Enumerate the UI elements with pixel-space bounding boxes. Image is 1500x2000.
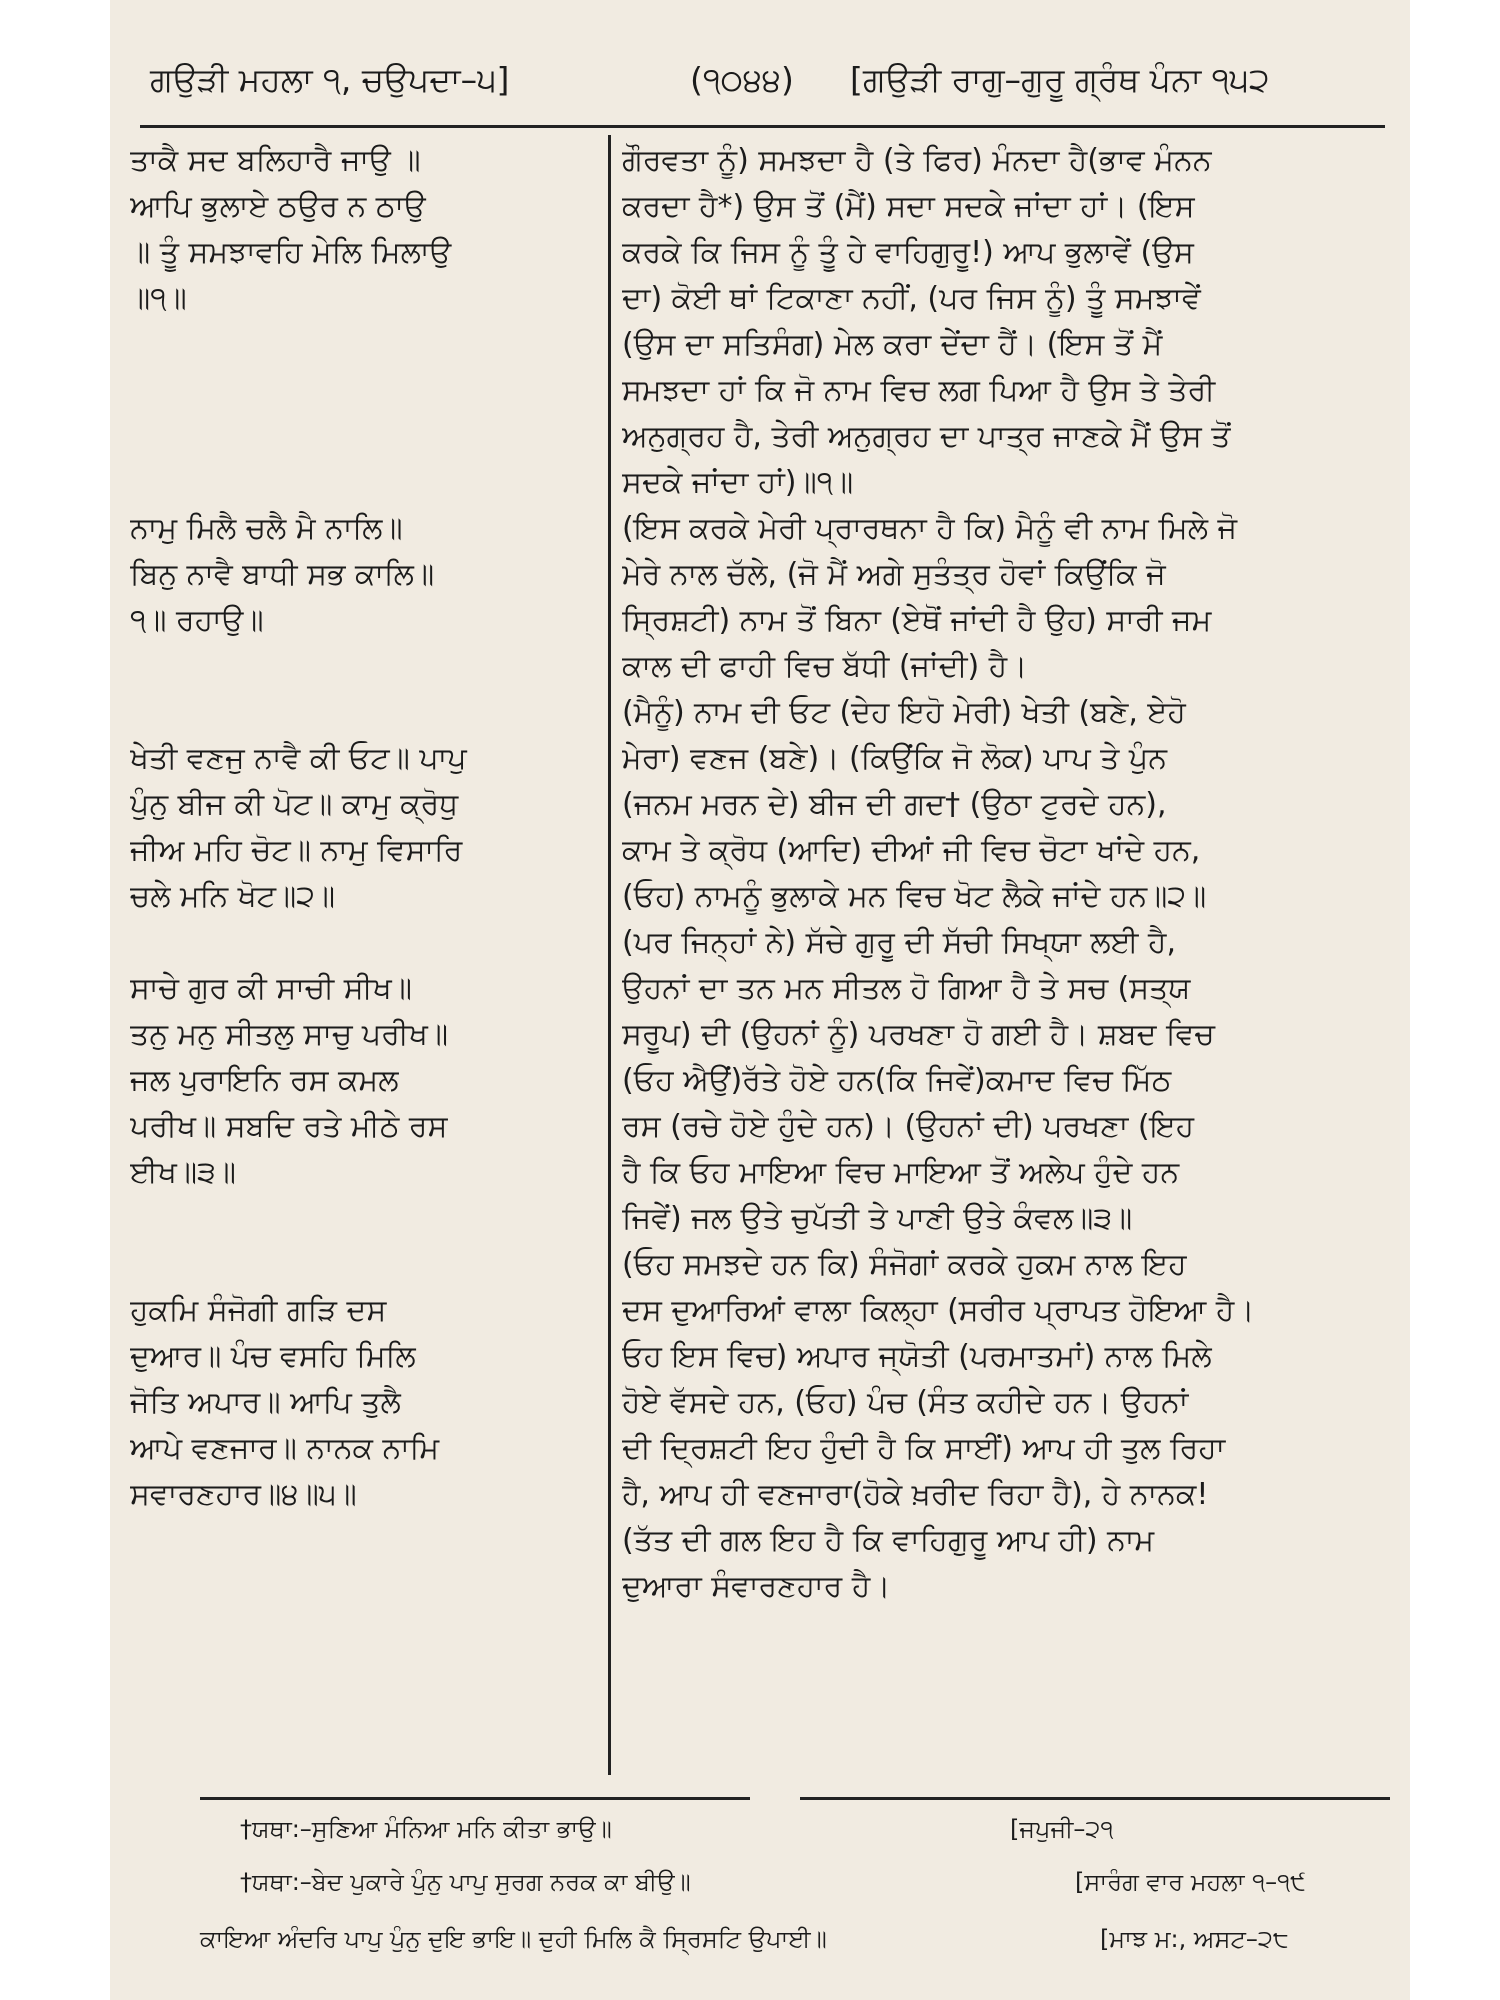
commentary-line: (ਪਰ ਜਿਨ੍ਹਾਂ ਨੇ) ਸੱਚੇ ਗੁਰੂ ਦੀ ਸੱਚੀ ਸਿਖ੍ਯਾ ਲਈ ਹੈ, bbox=[622, 925, 1176, 960]
gurbani-line: ਬਿਨੁ ਨਾਵੈ ਬਾਧੀ ਸਭ ਕਾਲਿ॥ bbox=[130, 557, 435, 592]
commentary-line: ਉਹਨਾਂ ਦਾ ਤਨ ਮਨ ਸੀਤਲ ਹੋ ਗਿਆ ਹੈ ਤੇ ਸਚ (ਸਤ੍ਯ bbox=[622, 971, 1191, 1006]
commentary-line: ਗੌਰਵਤਾ ਨੂੰ) ਸਮਝਦਾ ਹੈ (ਤੇ ਫਿਰ) ਮੰਨਦਾ ਹੈ(ਭਾਵ ਮੰਨਨ bbox=[622, 143, 1212, 178]
header-page-number: (੧੦੪੪) bbox=[690, 60, 794, 99]
commentary-line: (ਤੱਤ ਦੀ ਗਲ ਇਹ ਹੈ ਕਿ ਵਾਹਿਗੁਰੂ ਆਪ ਹੀ) ਨਾਮ bbox=[622, 1523, 1155, 1558]
gurbani-line: ਸਵਾਰਣਹਾਰ॥੪॥੫॥ bbox=[130, 1477, 357, 1512]
header-right: [ਗਉੜੀ ਰਾਗੁ–ਗੁਰੂ ਗ੍ਰੰਥ ਪੰਨਾ ੧੫੨ bbox=[850, 60, 1270, 99]
gurbani-line bbox=[130, 460, 595, 506]
commentary-line: ਓਹ ਇਸ ਵਿਚ) ਅਪਾਰ ਜ੍ਯੋਤੀ (ਪਰਮਾਤਮਾਂ) ਨਾਲ ਮਿਲੇ bbox=[622, 1339, 1212, 1374]
footnote-2-ref: [ਸਾਰੰਗ ਵਾਰ ਮਹਲਾ ੧–੧੯ bbox=[1075, 1868, 1306, 1896]
gurbani-line: ਈਖ॥੩॥ bbox=[130, 1155, 236, 1190]
gurbani-line bbox=[130, 920, 595, 966]
commentary-line: ਦਾ) ਕੋਈ ਥਾਂ ਟਿਕਾਣਾ ਨਹੀਂ, (ਪਰ ਜਿਸ ਨੂੰ) ਤੂੰ ਸਮਝਾਵੇਂ bbox=[622, 281, 1201, 316]
gurbani-line bbox=[130, 690, 595, 736]
gurbani-line: ਚਲੇ ਮਨਿ ਖੋਟ॥੨॥ bbox=[130, 879, 336, 914]
commentary-line: ਮੇਰਾ) ਵਣਜ (ਬਣੇ)। (ਕਿਉਂਕਿ ਜੋ ਲੋਕ) ਪਾਪ ਤੇ ਪੁੰਨ bbox=[622, 741, 1167, 776]
gurbani-line: ਜੀਅ ਮਹਿ ਚੋਟ॥ ਨਾਮੁ ਵਿਸਾਰਿ bbox=[130, 833, 463, 868]
commentary-line: (ਮੈਨੂੰ) ਨਾਮ ਦੀ ਓਟ (ਦੇਹ ਇਹੋ ਮੇਰੀ) ਖੇਤੀ (ਬਣੇ, ਏਹੋ bbox=[622, 695, 1186, 730]
commentary-line: ਦੀ ਦ੍ਰਿਸ਼ਟੀ ਇਹ ਹੁੰਦੀ ਹੈ ਕਿ ਸਾਈਂ) ਆਪ ਹੀ ਤੁਲ ਰਿਹਾ bbox=[622, 1431, 1226, 1466]
commentary-line: ਕਾਲ ਦੀ ਫਾਹੀ ਵਿਚ ਬੱਧੀ (ਜਾਂਦੀ) ਹੈ। bbox=[622, 649, 1028, 684]
commentary-line: ਹੈ ਕਿ ਓਹ ਮਾਇਆ ਵਿਚ ਮਾਇਆ ਤੋਂ ਅਲੇਪ ਹੁੰਦੇ ਹਨ bbox=[622, 1155, 1180, 1190]
commentary-line: (ਇਸ ਕਰਕੇ ਮੇਰੀ ਪ੍ਰਾਰਥਨਾ ਹੈ ਕਿ) ਮੈਨੂੰ ਵੀ ਨਾਮ ਮਿਲੇ ਜੋ bbox=[622, 511, 1238, 546]
commentary-line: ਕਰਦਾ ਹੈ*) ਉਸ ਤੋਂ (ਮੈਂ) ਸਦਾ ਸਦਕੇ ਜਾਂਦਾ ਹਾਂ। (ਇਸ bbox=[622, 189, 1195, 224]
commentary-line: ਕਾਮ ਤੇ ਕ੍ਰੋਧ (ਆਦਿ) ਦੀਆਂ ਜੀ ਵਿਚ ਚੋਟਾ ਖਾਂਦੇ ਹਨ, bbox=[622, 833, 1201, 868]
footnote-1-ref: [ਜਪੁਜੀ–੨੧ bbox=[1010, 1815, 1114, 1843]
gurbani-line: ਤਨੁ ਮਨੁ ਸੀਤਲੁ ਸਾਚੁ ਪਰੀਖ॥ bbox=[130, 1017, 449, 1052]
commentary-line: ਹੈ, ਆਪ ਹੀ ਵਣਜਾਰਾ(ਹੋਕੇ ਖ਼ਰੀਦ ਰਿਹਾ ਹੈ), ਹੇ ਨਾਨਕ! bbox=[622, 1477, 1209, 1512]
gurbani-line bbox=[130, 644, 595, 690]
footnote-3-ref: [ਮਾਝ ਮ:, ਅਸਟ–੨੮ bbox=[1100, 1925, 1289, 1953]
footnote-1: †ਯਥਾ:–ਸੁਣਿਆ ਮੰਨਿਆ ਮਨਿ ਕੀਤਾ ਭਾਉ॥ bbox=[240, 1815, 612, 1843]
commentary-column bbox=[622, 138, 1342, 1610]
page-header bbox=[150, 48, 1330, 118]
gurbani-line: ਸਾਚੇ ਗੁਰ ਕੀ ਸਾਚੀ ਸੀਖ॥ bbox=[130, 971, 412, 1006]
commentary-line: (ਓਹ ਸਮਝਦੇ ਹਨ ਕਿ) ਸੰਜੋਗਾਂ ਕਰਕੇ ਹੁਕਮ ਨਾਲ ਇਹ bbox=[622, 1247, 1187, 1282]
gurbani-line: ਖੇਤੀ ਵਣਜੁ ਨਾਵੈ ਕੀ ਓਟ॥ ਪਾਪੁ bbox=[130, 741, 467, 776]
gurbani-line bbox=[130, 322, 595, 368]
gurbani-line: ਜਲ ਪੁਰਾਇਨਿ ਰਸ ਕਮਲ bbox=[130, 1063, 399, 1098]
commentary-line: ਰਸ (ਰਚੇ ਹੋਏ ਹੁੰਦੇ ਹਨ)। (ਉਹਨਾਂ ਦੀ) ਪਰਖਣਾ (ਇਹ bbox=[622, 1109, 1195, 1144]
commentary-line: (ਓਹ) ਨਾਮਨੂੰ ਭੁਲਾਕੇ ਮਨ ਵਿਚ ਖੋਟ ਲੈਕੇ ਜਾਂਦੇ ਹਨ॥੨॥ bbox=[622, 879, 1207, 914]
header-left: ਗਉੜੀ ਮਹਲਾ ੧, ਚਉਪਦਾ–੫] bbox=[150, 60, 510, 99]
footnote-rule bbox=[800, 1797, 1390, 1800]
footnote-rule bbox=[200, 1797, 750, 1800]
footnote-3: ਕਾਇਆ ਅੰਦਰਿ ਪਾਪੁ ਪੁੰਨੁ ਦੁਇ ਭਾਇ॥ ਦੁਹੀ ਮਿਲਿ ਕੈ ਸ੍ਰਿਸਟਿ ਉਪਾਈ॥ bbox=[200, 1925, 827, 1953]
commentary-line: ਕਰਕੇ ਕਿ ਜਿਸ ਨੂੰ ਤੂੰ ਹੇ ਵਾਹਿਗੁਰੂ!) ਆਪ ਭੁਲਾਵੇਂ (ਉਸ bbox=[622, 235, 1194, 270]
gurbani-line: ਪਰੀਖ॥ ਸਬਦਿ ਰਤੇ ਮੀਠੇ ਰਸ bbox=[130, 1109, 448, 1144]
commentary-line: ਹੋਏ ਵੱਸਦੇ ਹਨ, (ਓਹ) ਪੰਚ (ਸੰਤ ਕਹੀਦੇ ਹਨ। ਉਹਨਾਂ bbox=[622, 1385, 1189, 1420]
gurbani-line: ॥ ਤੂੰ ਸਮਝਾਵਹਿ ਮੇਲਿ ਮਿਲਾਉ bbox=[130, 235, 452, 270]
gurbani-line: ਪੁੰਨੁ ਬੀਜ ਕੀ ਪੋਟ॥ ਕਾਮੁ ਕ੍ਰੋਧੁ bbox=[130, 787, 459, 822]
gurbani-line: ਜੋਤਿ ਅਪਾਰ॥ ਆਪਿ ਤੁਲੈ bbox=[130, 1385, 401, 1420]
commentary-line: ਸਰੂਪ) ਦੀ (ਉਹਨਾਂ ਨੂੰ) ਪਰਖਣਾ ਹੋ ਗਈ ਹੈ। ਸ਼ਬਦ ਵਿਚ bbox=[622, 1017, 1215, 1052]
gurbani-line bbox=[130, 1196, 595, 1242]
commentary-line: ਸ੍ਰਿਸ਼ਟੀ) ਨਾਮ ਤੋਂ ਬਿਨਾ (ਏਥੋਂ ਜਾਂਦੀ ਹੈ ਉਹ) ਸਾਰੀ ਜਮ bbox=[622, 603, 1212, 638]
commentary-line: (ਉਸ ਦਾ ਸਤਿਸੰਗ) ਮੇਲ ਕਰਾ ਦੇਂਦਾ ਹੈਂ। (ਇਸ ਤੋਂ ਮੈਂ bbox=[622, 327, 1163, 362]
gurbani-line: ॥੧॥ bbox=[130, 281, 187, 316]
gurbani-column bbox=[130, 138, 595, 1518]
commentary-line: ਸਮਝਦਾ ਹਾਂ ਕਿ ਜੋ ਨਾਮ ਵਿਚ ਲਗ ਪਿਆ ਹੈ ਉਸ ਤੇ ਤੇਰੀ bbox=[622, 373, 1216, 408]
gurbani-line bbox=[130, 368, 595, 414]
gurbani-line bbox=[130, 1242, 595, 1288]
commentary-line: ਦਸ ਦੁਆਰਿਆਂ ਵਾਲਾ ਕਿਲ੍ਹਾ (ਸਰੀਰ ਪ੍ਰਾਪਤ ਹੋਇਆ ਹੈ। bbox=[622, 1293, 1255, 1328]
commentary-line: ਦੁਆਰਾ ਸੰਵਾਰਣਹਾਰ ਹੈ। bbox=[622, 1569, 891, 1604]
commentary-line: ਸਦਕੇ ਜਾਂਦਾ ਹਾਂ)॥੧॥ bbox=[622, 465, 854, 500]
commentary-line: ਜਿਵੇਂ) ਜਲ ਉਤੇ ਚੁਪੱਤੀ ਤੇ ਪਾਣੀ ਉਤੇ ਕੰਵਲ॥੩॥ bbox=[622, 1201, 1133, 1236]
gurbani-line: ਤਾਕੈ ਸਦ ਬਲਿਹਾਰੈ ਜਾਉ ॥ bbox=[130, 143, 421, 178]
gurbani-line: ਆਪਿ ਭੁਲਾਏ ਠਉਰ ਨ ਠਾਉ bbox=[130, 189, 426, 224]
commentary-line: ਮੇਰੇ ਨਾਲ ਚੱਲੇ, (ਜੋ ਮੈਂ ਅਗੇ ਸੁਤੰਤ੍ਰ ਹੋਵਾਂ ਕਿਉਂਕਿ ਜੋ bbox=[622, 557, 1166, 592]
gurbani-line: ਦੁਆਰ॥ ਪੰਚ ਵਸਹਿ ਮਿਲਿ bbox=[130, 1339, 416, 1374]
gurbani-line: ੧॥ ਰਹਾਉ॥ bbox=[130, 603, 264, 638]
commentary-line: ਅਨੁਗ੍ਰਹ ਹੈ, ਤੇਰੀ ਅਨੁਗ੍ਰਹ ਦਾ ਪਾਤ੍ਰ ਜਾਣਕੇ ਮੈਂ ਉਸ ਤੋਂ bbox=[622, 419, 1231, 454]
gurbani-line: ਹੁਕਮਿ ਸੰਜੋਗੀ ਗੜਿ ਦਸ bbox=[130, 1293, 387, 1328]
header-rule bbox=[140, 125, 1385, 128]
gurbani-line bbox=[130, 414, 595, 460]
commentary-line: (ਓਹ ਐਉਂ)ਰੱਤੇ ਹੋਏ ਹਨ(ਕਿ ਜਿਵੇਂ)ਕਮਾਦ ਵਿਚ ਮਿੱਠ bbox=[622, 1063, 1172, 1098]
footnote-2: †ਯਥਾ:–ਬੇਦ ਪੁਕਾਰੇ ਪੁੰਨੁ ਪਾਪੁ ਸੁਰਗ ਨਰਕ ਕਾ ਬੀਉ॥ bbox=[240, 1868, 691, 1896]
gurbani-line: ਨਾਮੁ ਮਿਲੈ ਚਲੈ ਮੈ ਨਾਲਿ॥ bbox=[130, 511, 403, 546]
column-divider bbox=[608, 135, 611, 1775]
commentary-line: (ਜਨਮ ਮਰਨ ਦੇ) ਬੀਜ ਦੀ ਗਦ† (ਉਠਾ ਟੁਰਦੇ ਹਨ), bbox=[622, 787, 1167, 822]
gurbani-line: ਆਪੇ ਵਣਜਾਰ॥ ਨਾਨਕ ਨਾਮਿ bbox=[130, 1431, 440, 1466]
